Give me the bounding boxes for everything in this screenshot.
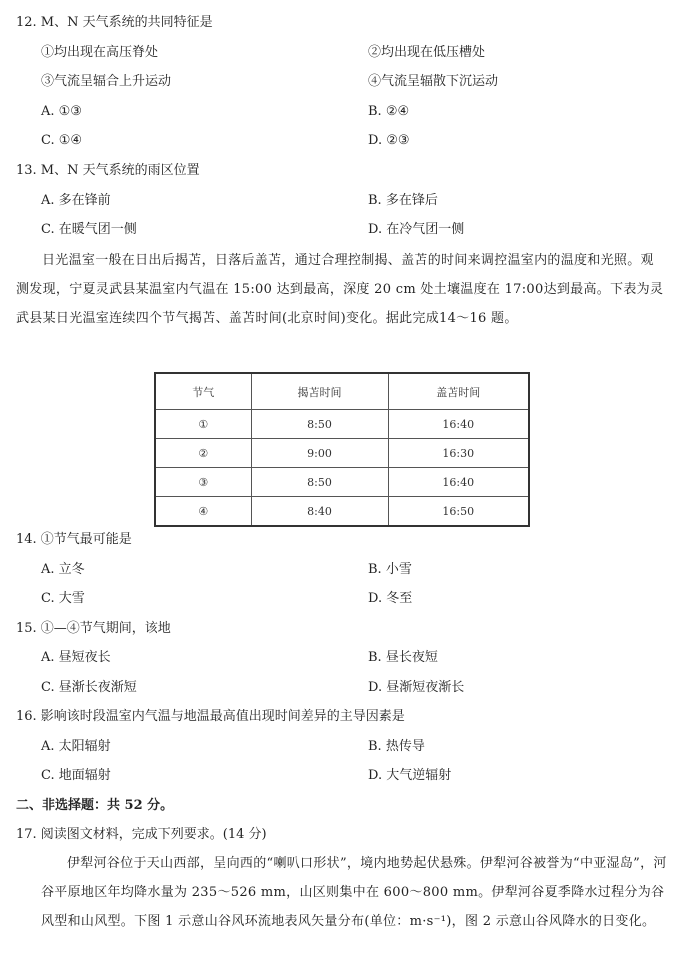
q12-option-c: C. ①④ [41, 133, 83, 148]
table-row [155, 410, 529, 439]
q15-option-b: B. 昼长夜短 [368, 650, 438, 665]
table-cell: 16:40 [388, 410, 529, 439]
table-cell: 16:40 [388, 468, 529, 497]
table-cell: ② [155, 439, 251, 468]
question-13-stem: 13. M、N 天气系统的雨区位置 [16, 163, 200, 178]
table-cell: ① [155, 410, 251, 439]
table-header-row [155, 373, 529, 410]
question-17-material: 伊犁河谷位于天山西部，呈向西的“喇叭口形状”，境内地势起伏悬殊。伊犁河谷被誉为“中亚湿岛”，河谷平原地区年均降水量为 235～526 mm，山区则集中在 600～800 mm。伊犁河谷夏季降水过程分为谷风型和山风型。下图 1 示意山谷风环流地表风矢量分布(单位：m·s⁻¹)，图 2 示意山谷风降水的日变化。 [41, 856, 667, 929]
material-paragraph: 日光温室一般在日出后揭苫，日落后盖苫，通过合理控制揭、盖苫的时间来调控温室内的温度和光照。观测发现，宁夏灵武县某温室内气温在 15:00 达到最高，深度 20 cm 处土壤温度在 17:00达到最高。下表为灵武县某日光温室连续四个节气揭苫、盖苫时间(北京时间)变化。据此完成14～16 题。 [16, 253, 664, 326]
q14-option-b: B. 小雪 [368, 562, 412, 577]
q12-statement-1: ①均出现在高压脊处 [41, 45, 159, 60]
q13-option-b: B. 多在锋后 [368, 193, 438, 208]
q12-statement-2: ②均出现在低压槽处 [368, 45, 486, 60]
q12-option-b: B. ②④ [368, 104, 410, 119]
q16-option-a: A. 太阳辐射 [41, 739, 111, 754]
table-cell: 9:00 [251, 439, 388, 468]
table-header: 揭苫时间 [251, 373, 388, 410]
q15-option-d: D. 昼渐短夜渐长 [368, 680, 465, 695]
question-14-stem: 14. ①节气最可能是 [16, 532, 132, 547]
q12-option-a: A. ①③ [41, 104, 82, 119]
q12-statement-4: ④气流呈辐散下沉运动 [368, 74, 499, 89]
q16-option-d: D. 大气逆辐射 [368, 768, 452, 783]
table-header: 盖苫时间 [388, 373, 529, 410]
q12-option-d: D. ②③ [368, 133, 410, 148]
table-row [155, 468, 529, 497]
section-2-heading: 二、非选择题：共 52 分。 [16, 798, 174, 813]
solar-term-table [154, 372, 530, 527]
table-cell: 8:40 [251, 497, 388, 527]
q13-option-c: C. 在暖气团一侧 [41, 222, 137, 237]
q15-option-a: A. 昼短夜长 [41, 650, 111, 665]
q14-option-d: D. 冬至 [368, 591, 413, 606]
q14-option-c: C. 大雪 [41, 591, 85, 606]
table-row [155, 497, 529, 527]
table-cell: ③ [155, 468, 251, 497]
q13-option-a: A. 多在锋前 [41, 193, 111, 208]
table-cell: 8:50 [251, 468, 388, 497]
question-15-stem: 15. ①—④节气期间，该地 [16, 621, 171, 636]
q16-option-c: C. 地面辐射 [41, 768, 111, 783]
q12-statement-3: ③气流呈辐合上升运动 [41, 74, 172, 89]
table-header: 节气 [155, 373, 251, 410]
q16-option-b: B. 热传导 [368, 739, 425, 754]
q13-option-d: D. 在冷气团一侧 [368, 222, 465, 237]
table-cell: 8:50 [251, 410, 388, 439]
question-16-stem: 16. 影响该时段温室内气温与地温最高值出现时间差异的主导因素是 [16, 709, 405, 724]
table-row [155, 439, 529, 468]
table-cell: 16:30 [388, 439, 529, 468]
q15-option-c: C. 昼渐长夜渐短 [41, 680, 137, 695]
question-17-stem: 17. 阅读图文材料，完成下列要求。(14 分) [16, 827, 267, 842]
table-cell: ④ [155, 497, 251, 527]
q14-option-a: A. 立冬 [41, 562, 85, 577]
question-12-stem: 12. M、N 天气系统的共同特征是 [16, 15, 213, 30]
table-cell: 16:50 [388, 497, 529, 527]
